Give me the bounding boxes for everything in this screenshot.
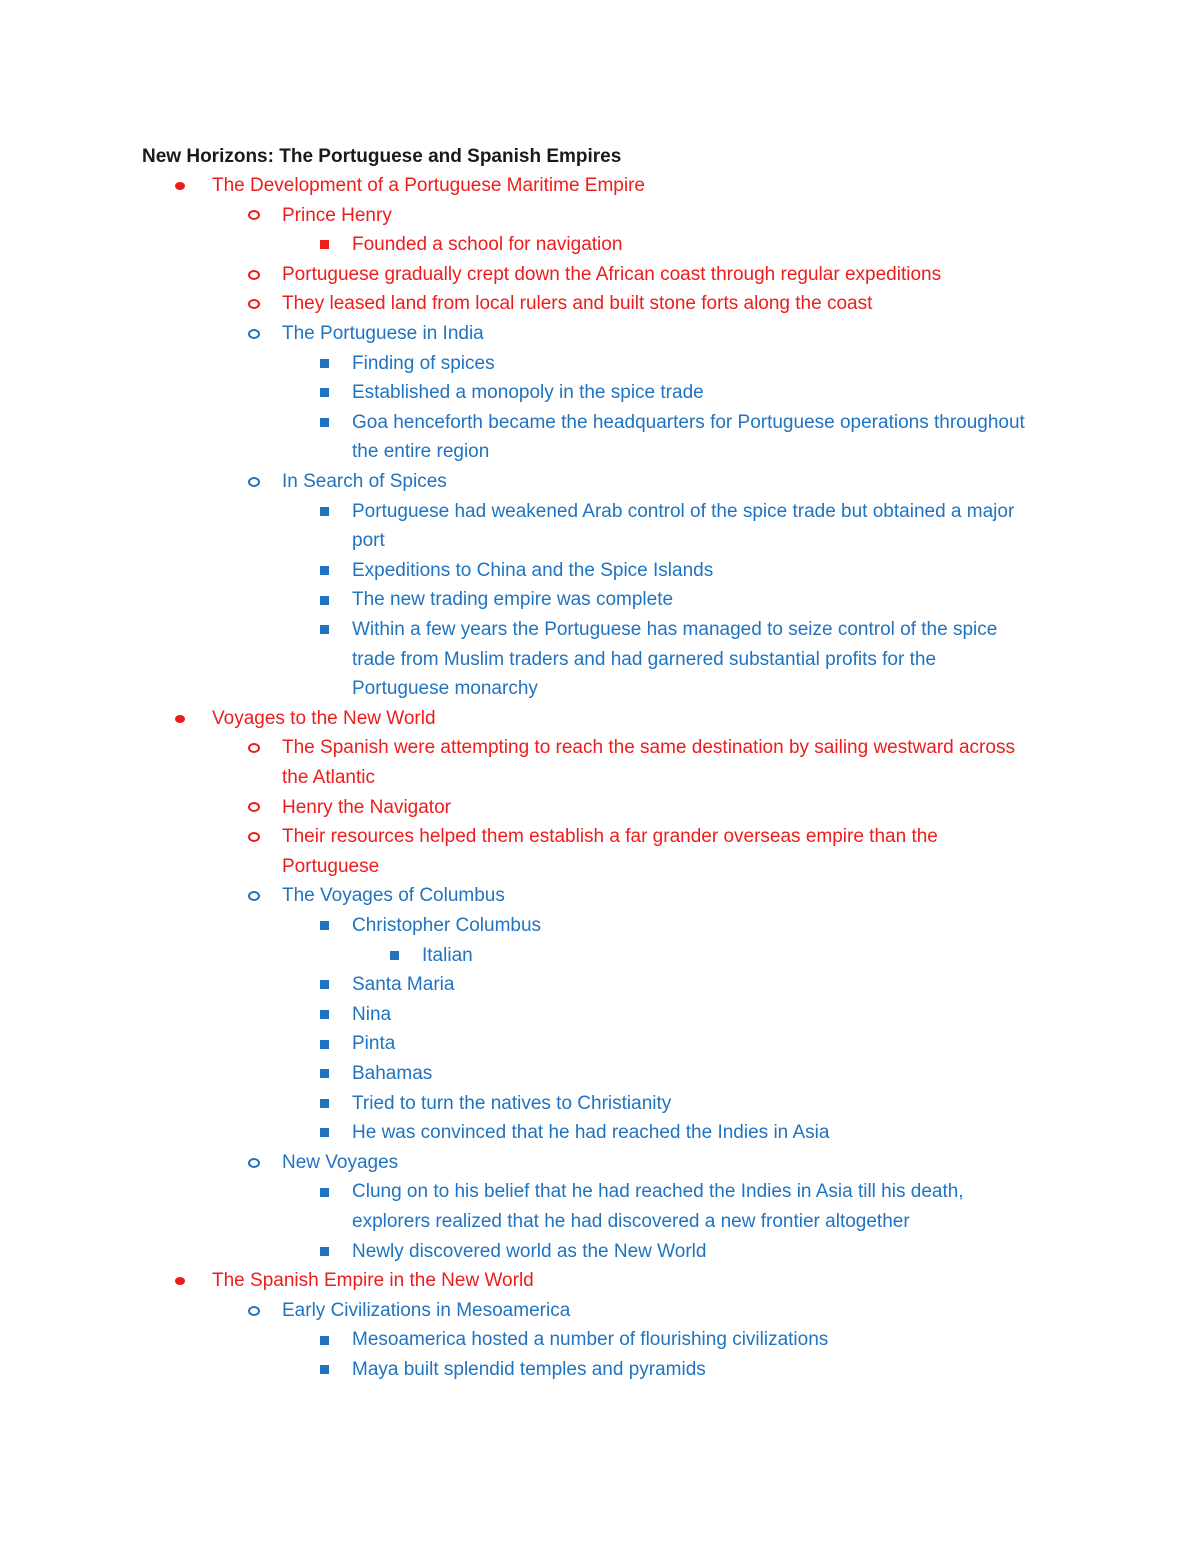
outline-item-text: In Search of Spices: [282, 471, 447, 492]
hollow-circle-bullet-icon: [244, 260, 264, 290]
hollow-circle-bullet-icon: [244, 793, 264, 823]
outline-item-text: He was convinced that he had reached the Indies in Asia: [352, 1122, 830, 1144]
outline-item-text: Portuguese had weakened Arab control of the spice trade but obtained a major: [352, 500, 1015, 522]
outline-item-level-2: [282, 319, 484, 349]
outline-item-level-3: [352, 556, 713, 586]
outline-item-level-3: [352, 1000, 391, 1030]
outline-item-level-3: [352, 1177, 964, 1236]
outline-item-text: Portuguese: [282, 855, 380, 877]
outline-item-text: Founded a school for navigation: [352, 234, 623, 256]
square-bullet-icon: [314, 1355, 334, 1385]
square-bullet-icon: [314, 497, 334, 527]
outline-item-level-1: [212, 1266, 534, 1296]
square-bullet-icon: [314, 1237, 334, 1267]
hollow-circle-bullet-icon: [244, 467, 264, 497]
outline-item-text: the entire region: [352, 441, 490, 463]
outline-item-level-2: [282, 467, 447, 497]
outline-item-level-2: [282, 881, 505, 911]
hollow-circle-bullet-icon: [244, 319, 264, 349]
square-bullet-icon: [314, 970, 334, 1000]
outline-item-level-3: [352, 497, 1014, 556]
outline-item-level-3: [352, 349, 495, 379]
outline-item-level-3: [352, 1059, 432, 1089]
outline-item-text: Finding of spices: [352, 352, 495, 374]
square-bullet-icon: [314, 1325, 334, 1355]
outline-item-level-2: [282, 201, 392, 231]
outline-item-level-2: [282, 260, 941, 290]
outline-item-level-2: [282, 1296, 570, 1326]
outline-item-text: port: [352, 530, 385, 552]
outline-item-level-3: [352, 408, 1025, 467]
square-bullet-icon: [314, 1118, 334, 1148]
outline-item-level-3: [352, 378, 704, 408]
outline-item-text: The new trading empire was complete: [352, 589, 674, 611]
square-bullet-icon: [314, 349, 334, 379]
outline-item-text: trade from Muslim traders and had garnered substantial profits for the: [352, 648, 937, 670]
filled-circle-bullet-icon: [170, 171, 190, 201]
outline-item-text: Expeditions to China and the Spice Islands: [352, 559, 714, 581]
outline-item-text: The Spanish were attempting to reach the same destination by sailing westward across: [282, 737, 1015, 759]
outline-item-text: The Development of a Portuguese Maritime Empire: [212, 175, 645, 196]
square-bullet-icon: [314, 1177, 334, 1207]
square-bullet-icon: [314, 1000, 334, 1030]
outline-item-level-2: [282, 289, 872, 319]
outline-item-level-2: [282, 733, 1015, 792]
outline-item-text: Italian: [422, 944, 473, 966]
filled-circle-bullet-icon: [170, 1266, 190, 1296]
outline-item-level-2: [282, 793, 451, 823]
square-bullet-icon: [314, 911, 334, 941]
outline-item-text: Pinta: [352, 1033, 396, 1055]
outline-item-level-3: [352, 1089, 671, 1119]
outline-item-level-3: [352, 1029, 395, 1059]
outline-item-text: Portuguese gradually crept down the African coast through regular expeditions: [282, 263, 942, 285]
outline-item-level-3: [352, 1325, 828, 1355]
outline-item-text: Within a few years the Portuguese has managed to seize control of the spice: [352, 619, 998, 640]
square-bullet-icon: [314, 230, 334, 260]
outline-item-text: Their resources helped them establish a far grander overseas empire than the: [282, 826, 938, 848]
square-bullet-icon: [314, 1089, 334, 1119]
outline-item-level-3: [352, 1355, 706, 1385]
outline-item-level-1: [212, 171, 645, 201]
outline-item-text: Early Civilizations in Mesoamerica: [282, 1299, 571, 1321]
outline-item-level-3: [352, 585, 673, 615]
square-bullet-icon: [314, 585, 334, 615]
square-bullet-icon: [314, 615, 334, 645]
outline-item-text: The Portuguese in India: [282, 323, 484, 344]
outline-item-text: the Atlantic: [282, 766, 375, 788]
hollow-circle-bullet-icon: [244, 822, 264, 852]
outline-item-text: Mesoamerica hosted a number of flourishing civilizations: [352, 1329, 829, 1351]
outline-item-level-2: [282, 1148, 398, 1178]
hollow-circle-bullet-icon: [244, 1148, 264, 1178]
hollow-circle-bullet-icon: [244, 1296, 264, 1326]
outline-item-text: Bahamas: [352, 1063, 433, 1084]
hollow-circle-bullet-icon: [244, 289, 264, 319]
outline-item-text: Clung on to his belief that he had reached the Indies in Asia till his death,: [352, 1181, 964, 1203]
outline-item-level-3: [352, 970, 454, 1000]
outline-item-text: explorers realized that he had discovered a new frontier altogether: [352, 1210, 910, 1232]
outline-item-level-3: [352, 911, 541, 941]
outline-item-text: Prince Henry: [282, 204, 392, 226]
outline-item-text: Goa henceforth became the headquarters for Portuguese operations throughout: [352, 411, 1025, 433]
outline-item-text: New Voyages: [282, 1151, 399, 1173]
outline-item-text: Nina: [352, 1003, 392, 1025]
outline-item-level-3: [352, 1237, 706, 1267]
outline-item-text: Newly discovered world as the New World: [352, 1240, 707, 1262]
square-bullet-icon: [314, 408, 334, 438]
hollow-circle-bullet-icon: [244, 201, 264, 231]
outline-item-level-2: [282, 822, 938, 881]
outline-item-level-3: [352, 615, 997, 704]
outline-item-level-1: [212, 704, 436, 734]
document-title: New Horizons: The Portuguese and Spanish Empires: [142, 146, 622, 167]
square-bullet-icon: [314, 378, 334, 408]
square-bullet-icon: [314, 556, 334, 586]
outline-item-text: Christopher Columbus: [352, 915, 542, 936]
outline-item-text: Maya built splendid temples and pyramids: [352, 1359, 706, 1380]
outline-item-text: Established a monopoly in the spice trade: [352, 382, 704, 404]
outline-item-level-3: [352, 230, 622, 260]
outline-item-text: The Spanish Empire in the New World: [212, 1270, 534, 1292]
outline-item-text: Santa Maria: [352, 974, 455, 996]
outline-item-text: They leased land from local rulers and built stone forts along the coast: [282, 293, 873, 315]
outline-item-text: Voyages to the New World: [212, 707, 436, 729]
hollow-circle-bullet-icon: [244, 733, 264, 763]
outline-item-text: The Voyages of Columbus: [282, 885, 505, 907]
square-bullet-icon: [314, 1029, 334, 1059]
square-bullet-icon: [314, 1059, 334, 1089]
hollow-circle-bullet-icon: [244, 881, 264, 911]
outline-item-text: Portuguese monarchy: [352, 678, 538, 700]
outline-item-text: Tried to turn the natives to Christianity: [352, 1092, 672, 1114]
square-bullet-icon: [384, 941, 404, 971]
outline-item-text: Henry the Navigator: [282, 796, 451, 818]
outline-item-level-4: [422, 941, 473, 971]
outline-item-level-3: [352, 1118, 829, 1148]
filled-circle-bullet-icon: [170, 704, 190, 734]
